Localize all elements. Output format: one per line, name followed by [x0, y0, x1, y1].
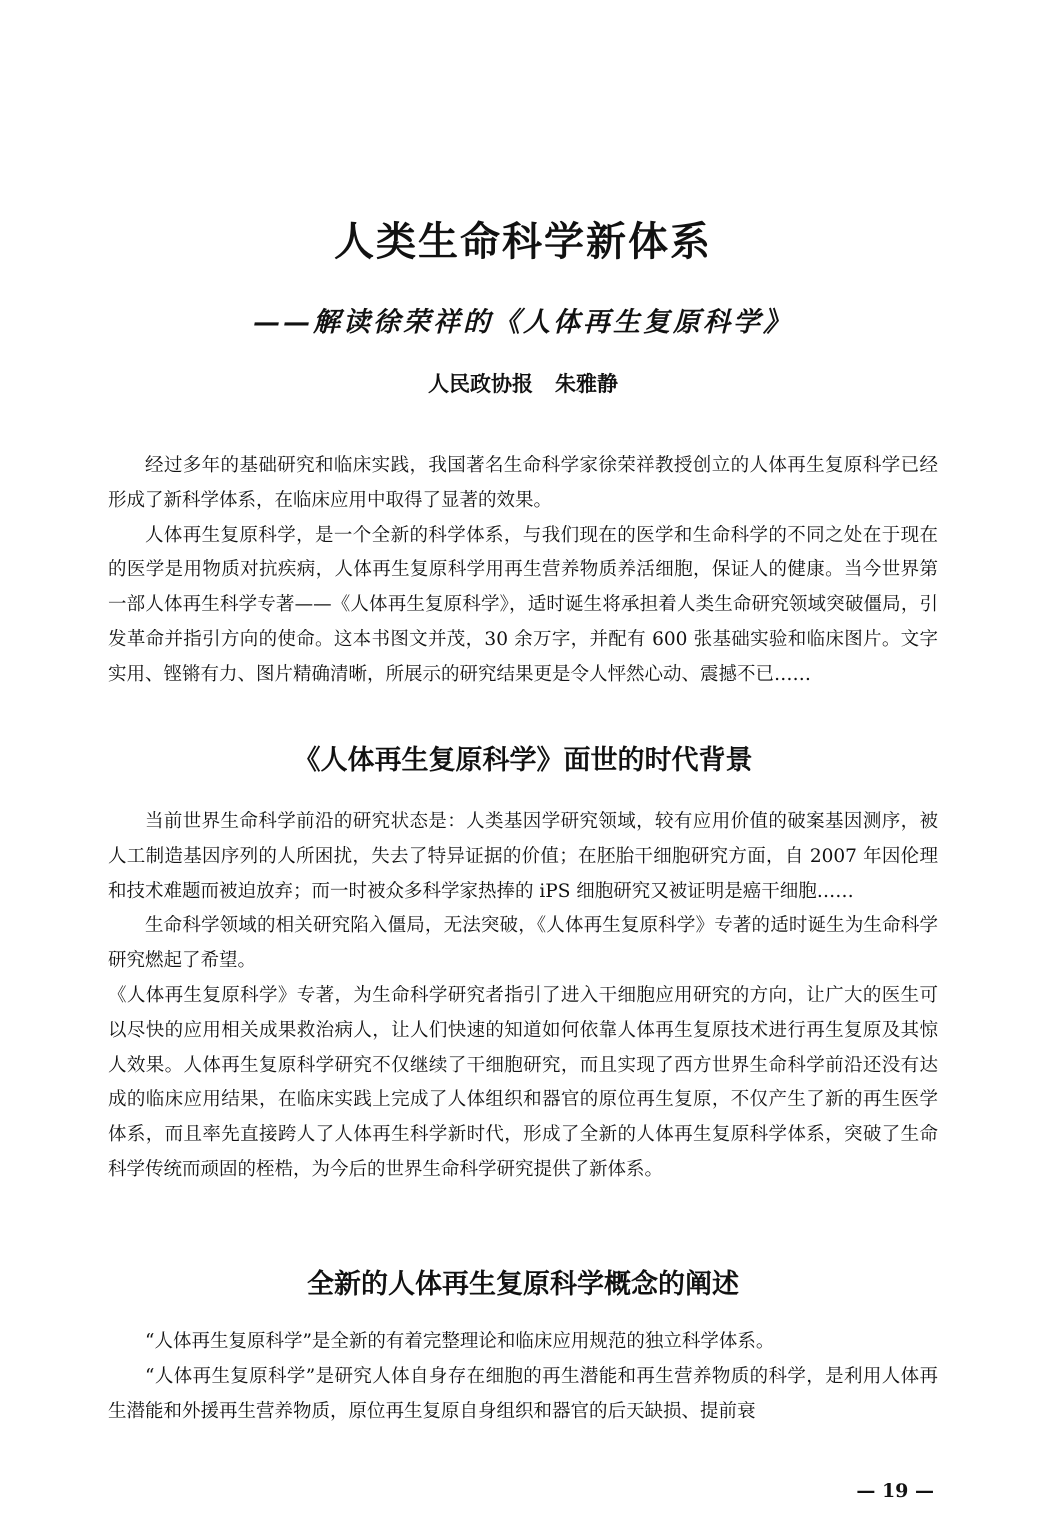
page-number: — 19 —: [856, 1480, 934, 1502]
section-heading: 全新的人体再生复原科学概念的阐述: [307, 1269, 739, 1300]
byline: [0, 368, 1046, 398]
article-subtitle: ——解读徐荣祥的《人体再生复原科学》: [253, 307, 793, 338]
paragraph: 人体再生复原科学，是一个全新的科学体系，与我们现在的医学和生命科学的不同之处在于现在的医学是用物质对抗疾病，人体再生复原科学用再生营养物质养活细胞，保证人的健康。当今世界第一部人体再生科学专著——《人体再生复原科学》，适时诞生将承担着人类生命研究领域突破僵局，引发革命并指引方向的使命。这本书图文并茂，30 余万字，并配有 600 张基础实验和临床图片。文字实用、铿锵有力、图片精确清晰，所展示的研究结果更是令人怦然心动、震撼不已……: [108, 524, 938, 685]
intro-section: [108, 449, 938, 693]
paragraph: 经过多年的基础研究和临床实践，我国著名生命科学家徐荣祥教授创立的人体再生复原科学已经形成了新科学体系，在临床应用中取得了显著的效果。: [108, 455, 938, 511]
paragraph: “人体再生复原科学”是研究人体自身存在细胞的再生潜能和再生营养物质的科学，是利用人体再生潜能和外援再生营养物质，原位再生复原自身组织和器官的后天缺损、提前衰: [108, 1365, 938, 1422]
paragraph: 当前世界生命科学前沿的研究状态是：人类基因学研究领域，较有应用价值的破案基因测序，被人工制造基因序列的人所困扰，失去了特异证据的价值；在胚胎干细胞研究方面，自 2007 年因伦理和技术难题而被迫放弃；而一时被众多科学家热捧的 iPS 细胞研究又被证明是癌干细胞……: [108, 811, 938, 902]
paragraph: 《人体再生复原科学》专著，为生命科学研究者指引了进入干细胞应用研究的方向，让广大的医生可以尽快的应用相关成果救治病人，让人们快速的知道如何依靠人体再生复原技术进行再生复原及其惊人效果。人体再生复原科学研究不仅继续了干细胞研究，而且实现了西方世界生命科学前沿还没有达成的临床应用结果，在临床实践上完成了人体组织和器官的原位再生复原，不仅产生了新的再生医学体系，而且率先直接跨人了人体再生科学新时代，形成了全新的人体再生复原科学体系，突破了生命科学传统而顽固的桎梏，为今后的世界生命科学研究提供了新体系。: [108, 984, 938, 1180]
paragraph: “人体再生复原科学”是全新的有着完整理论和临床应用规范的独立科学体系。: [145, 1331, 775, 1352]
section-body: [108, 1325, 938, 1429]
byline-publication: 人民政协报: [428, 371, 533, 396]
article-title: 人类生命科学新体系: [334, 219, 712, 265]
paragraph: 生命科学领域的相关研究陷入僵局，无法突破，《人体再生复原科学》专著的适时诞生为生命科学研究燃起了希望。: [108, 915, 938, 972]
section-heading: 《人体再生复原科学》面世的时代背景: [293, 745, 753, 776]
section-body: [108, 805, 938, 1188]
byline-author: 朱雅静: [555, 371, 618, 396]
